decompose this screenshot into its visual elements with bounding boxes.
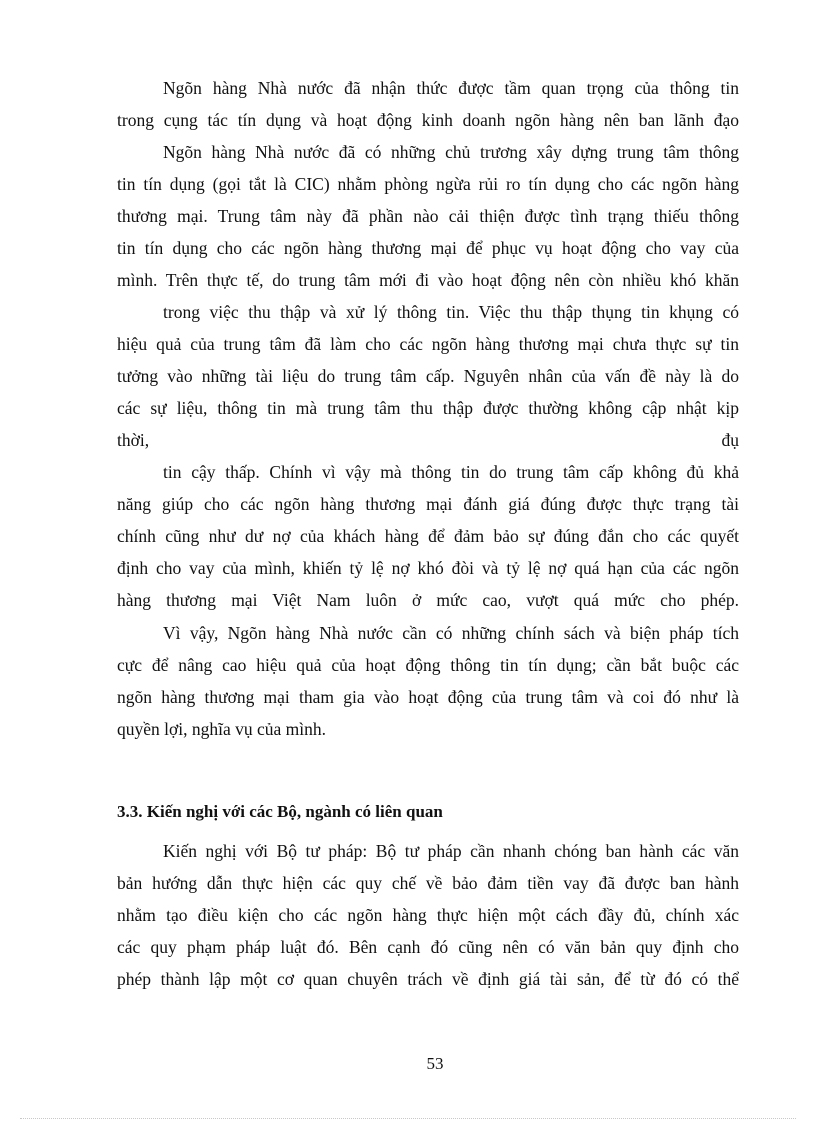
paragraph-4-line-1: tin cậy thấp. Chính vì vậy mà thông tin do trung tâm cấp không đủ khả: [163, 462, 739, 482]
paragraph-6-line-2: bản hướng dẫn thực hiện các quy chế về bảo đảm tiền vay đã được ban hành: [117, 873, 739, 893]
paragraph-4-line-4: định cho vay của mình, khiến tỷ lệ nợ khó đòi và tỷ lệ nợ quá hạn của các ngõn: [117, 558, 739, 578]
paragraph-2-line-3: thương mại. Trung tâm này đã phần nào cải thiện được tình trạng thiếu thông: [117, 206, 739, 226]
paragraph-3-line-5: [117, 430, 739, 452]
paragraph-6-line-4: các quy phạm pháp luật đó. Bên cạnh đó cũng nên có văn bản quy định cho: [117, 937, 739, 957]
page-number: 53: [426, 1054, 444, 1073]
paragraph-2-line-5: mình. Trên thực tế, do trung tâm mới đi vào hoạt động nên còn nhiều khó khăn: [117, 270, 739, 290]
paragraph-2-line-4: tin tín dụng cho các ngõn hàng thương mại để phục vụ hoạt động cho vay của: [117, 238, 739, 258]
paragraph-5-line-4: quyền lợi, nghĩa vụ của mình.: [117, 719, 327, 739]
paragraph-2-line-2: tin tín dụng (gọi tắt là CIC) nhằm phòng ngừa rủi ro tín dụng cho các ngõn hàng: [117, 174, 739, 194]
paragraph-3-line-1: trong việc thu thập và xử lý thông tin. Việc thu thập thụng tin khụng có: [163, 302, 739, 322]
paragraph-6-line-3: nhằm tạo điều kiện cho các ngõn hàng thực hiện một cách đầy đủ, chính xác: [117, 905, 739, 925]
page-bottom-divider: [20, 1118, 796, 1119]
paragraph-3-line-2: hiệu quả của trung tâm đã làm cho các ngõn hàng thương mại chưa thực sự tin: [117, 334, 739, 354]
paragraph-6-line-5: phép thành lập một cơ quan chuyên trách về định giá tài sản, để từ đó có thể: [117, 969, 739, 989]
paragraph-1-line-1: Ngõn hàng Nhà nước đã nhận thức được tầm quan trọng của thông tin: [163, 78, 739, 98]
paragraph-1-line-2: trong cụng tác tín dụng và hoạt động kinh doanh ngõn hàng nên ban lãnh đạo: [117, 110, 739, 130]
paragraph-5-line-3: ngõn hàng thương mại tham gia vào hoạt động của trung tâm và coi đó như là: [117, 687, 739, 707]
paragraph-4-line-3: chính cũng như dư nợ của khách hàng để đảm bảo sự đúng đắn cho các quyết: [117, 526, 739, 546]
paragraph-2-line-1: Ngõn hàng Nhà nước đã có những chủ trương xây dựng trung tâm thông: [163, 142, 739, 162]
paragraph-6-line-1: Kiến nghị với Bộ tư pháp: Bộ tư pháp cần nhanh chóng ban hành các văn: [163, 841, 739, 861]
paragraph-5-line-1: Vì vậy, Ngõn hàng Nhà nước cần có những chính sách và biện pháp tích: [163, 623, 739, 643]
paragraph-5-line-2: cực để nâng cao hiệu quả của hoạt động thông tin tín dụng; cần bắt buộc các: [117, 655, 739, 675]
paragraph-4-line-2: năng giúp cho các ngõn hàng thương mại đánh giá đúng được thực trạng tài: [117, 494, 739, 514]
paragraph-3-line-5-left: thời,: [117, 430, 150, 450]
paragraph-3-line-3: tưởng vào những tài liệu do trung tâm cấp. Nguyên nhân của vấn đề này là do: [117, 366, 739, 386]
paragraph-4-line-5: hàng thương mại Việt Nam luôn ở mức cao, vượt quá mức cho phép.: [117, 590, 739, 610]
section-heading: 3.3. Kiến nghị với các Bộ, ngành có liên quan: [117, 802, 443, 821]
paragraph-3-line-4: các sự liệu, thông tin mà trung tâm thu thập được thường không cập nhật kịp: [117, 398, 739, 418]
paragraph-3-line-5-right: đụ: [721, 430, 739, 450]
